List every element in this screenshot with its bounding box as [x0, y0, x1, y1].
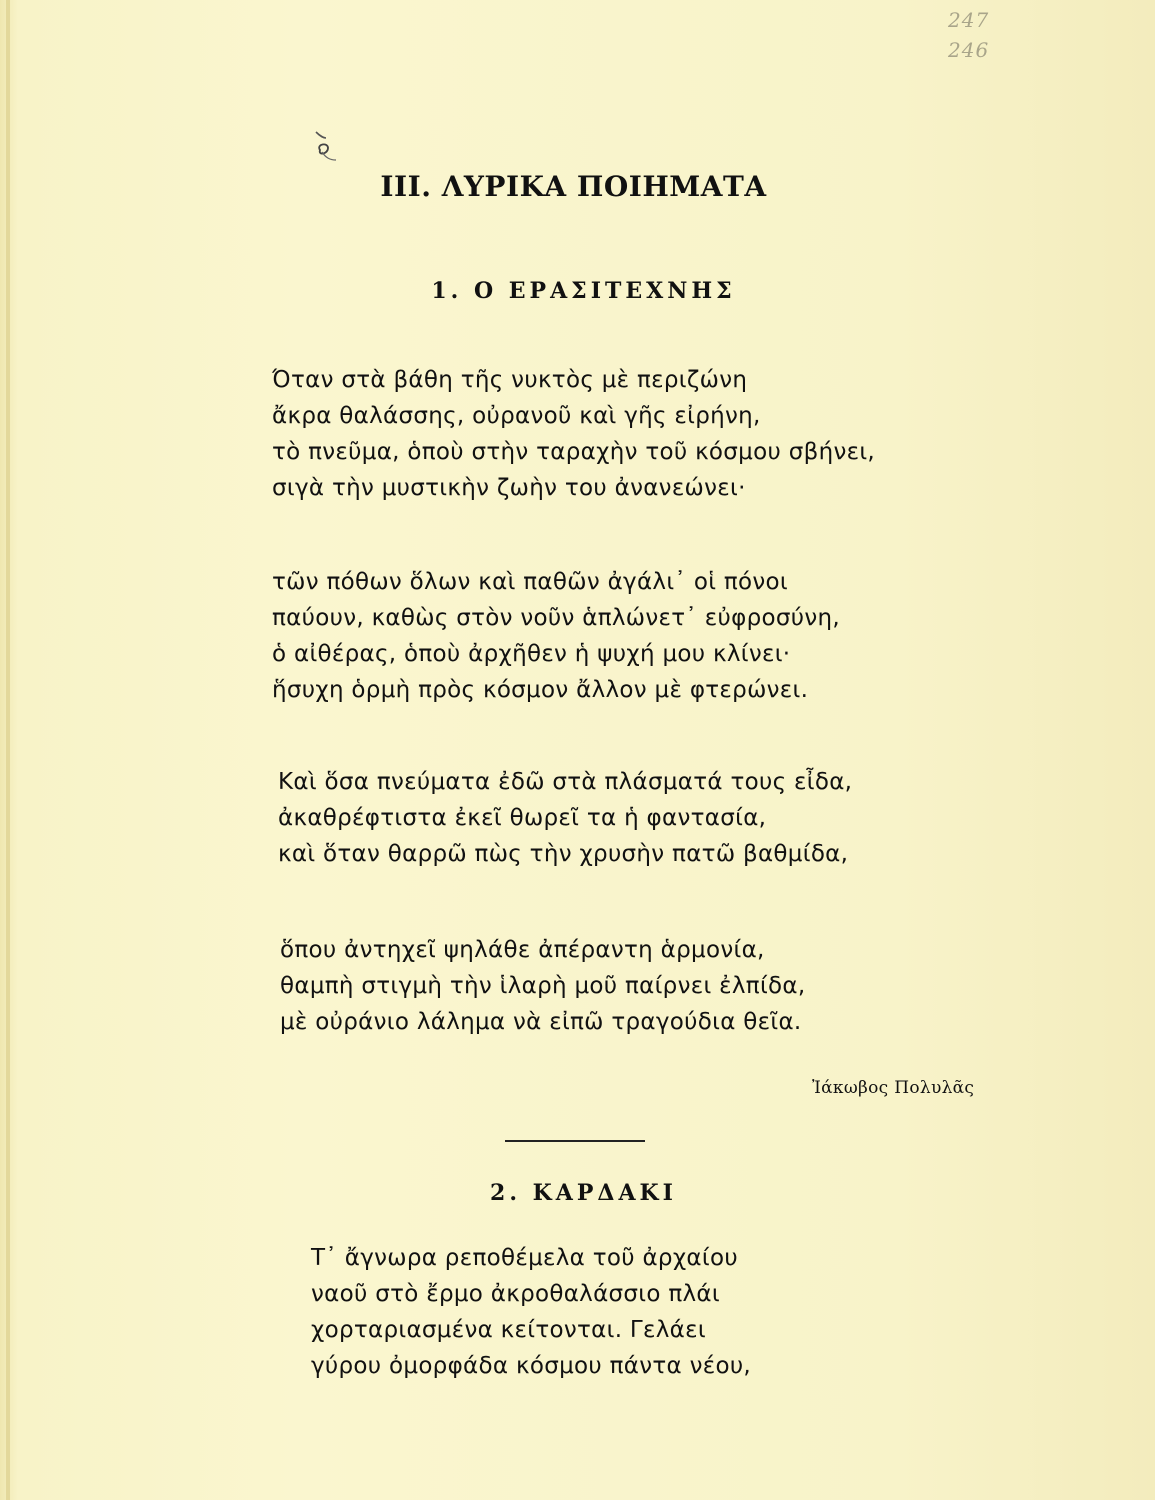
verse-line: παύουν, καθὼς στὸν νοῦν ἁπλώνετ᾽ εὐφροσύνη, [272, 605, 840, 631]
verse-line: ἄκρα θαλάσσης, οὐρανοῦ καὶ γῆς εἰρήνη, [272, 403, 761, 429]
verse-line: θαμπὴ στιγμὴ τὴν ἱλαρὴ μοῦ παίρνει ἐλπίδα, [280, 973, 806, 999]
verse-line: ἥσυχη ὁρμὴ πρὸς κόσμον ἄλλον μὲ φτερώνει. [272, 677, 809, 703]
section-title: III. ΛΥΡΙΚΑ ΠΟΙΗΜΑΤΑ [380, 170, 767, 203]
verse-line: Όταν στὰ βάθη τῆς νυκτὸς μὲ περιζώνη [272, 367, 748, 393]
stanza [272, 564, 840, 708]
stanza [272, 362, 875, 506]
stanza [311, 1240, 751, 1384]
pencil-number-line: 246 [948, 38, 990, 62]
section-divider [505, 1140, 645, 1142]
verse-line: ὅπου ἀντηχεῖ ψηλάθε ἀπέραντη ἁρμονία, [280, 937, 765, 963]
verse-line: ναοῦ στὸ ἔρμο ἀκροθαλάσσιο πλάι [311, 1281, 720, 1307]
verse-line: ὁ αἰθέρας, ὁποὺ ἀρχῆθεν ἡ ψυχή μου κλίνει· [272, 641, 791, 667]
verse-line: ἀκαθρέφτιστα ἐκεῖ θωρεῖ τα ἡ φαντασία, [278, 805, 767, 831]
verse-line: γύρου ὀμορφάδα κόσμου πάντα νέου, [311, 1353, 752, 1379]
ink-mark-icon [306, 128, 352, 174]
verse-line: σιγὰ τὴν μυστικὴν ζωὴν του ἀνανεώνει· [272, 475, 746, 501]
verse-line: Τ᾽ ἄγνωρα ρεποθέμελα τοῦ ἀρχαίου [311, 1245, 738, 1271]
poem-title: 1. Ο ΕΡΑΣΙΤΕΧΝΗΣ [431, 278, 736, 304]
verse-line: τὸ πνεῦμα, ὁποὺ στὴν ταραχὴν τοῦ κόσμου σβήνει, [272, 439, 876, 465]
verse-line: χορταριασμένα κείτονται. Γελάει [311, 1317, 706, 1343]
verse-line: Καὶ ὅσα πνεύματα ἐδῶ στὰ πλάσματά τους εἶδα, [278, 769, 853, 795]
page-edge [6, 0, 10, 1500]
stanza [278, 764, 852, 872]
verse-line: τῶν πόθων ὅλων καὶ παθῶν ἀγάλι᾽ οἱ πόνοι [272, 569, 789, 595]
pencil-number-line: 247 [948, 8, 990, 32]
poem-author: Ἰάκωβος Πολυλᾶς [812, 1078, 975, 1098]
verse-line: καὶ ὅταν θαρρῶ πὼς τὴν χρυσὴν πατῶ βαθμίδα, [278, 841, 849, 867]
poem-title: 2. ΚΑΡΔΑΚΙ [490, 1180, 677, 1206]
pencil-page-number [948, 4, 989, 64]
verse-line: μὲ οὐράνιο λάλημα νὰ εἰπῶ τραγούδια θεῖα. [280, 1009, 802, 1035]
stanza [280, 932, 805, 1040]
